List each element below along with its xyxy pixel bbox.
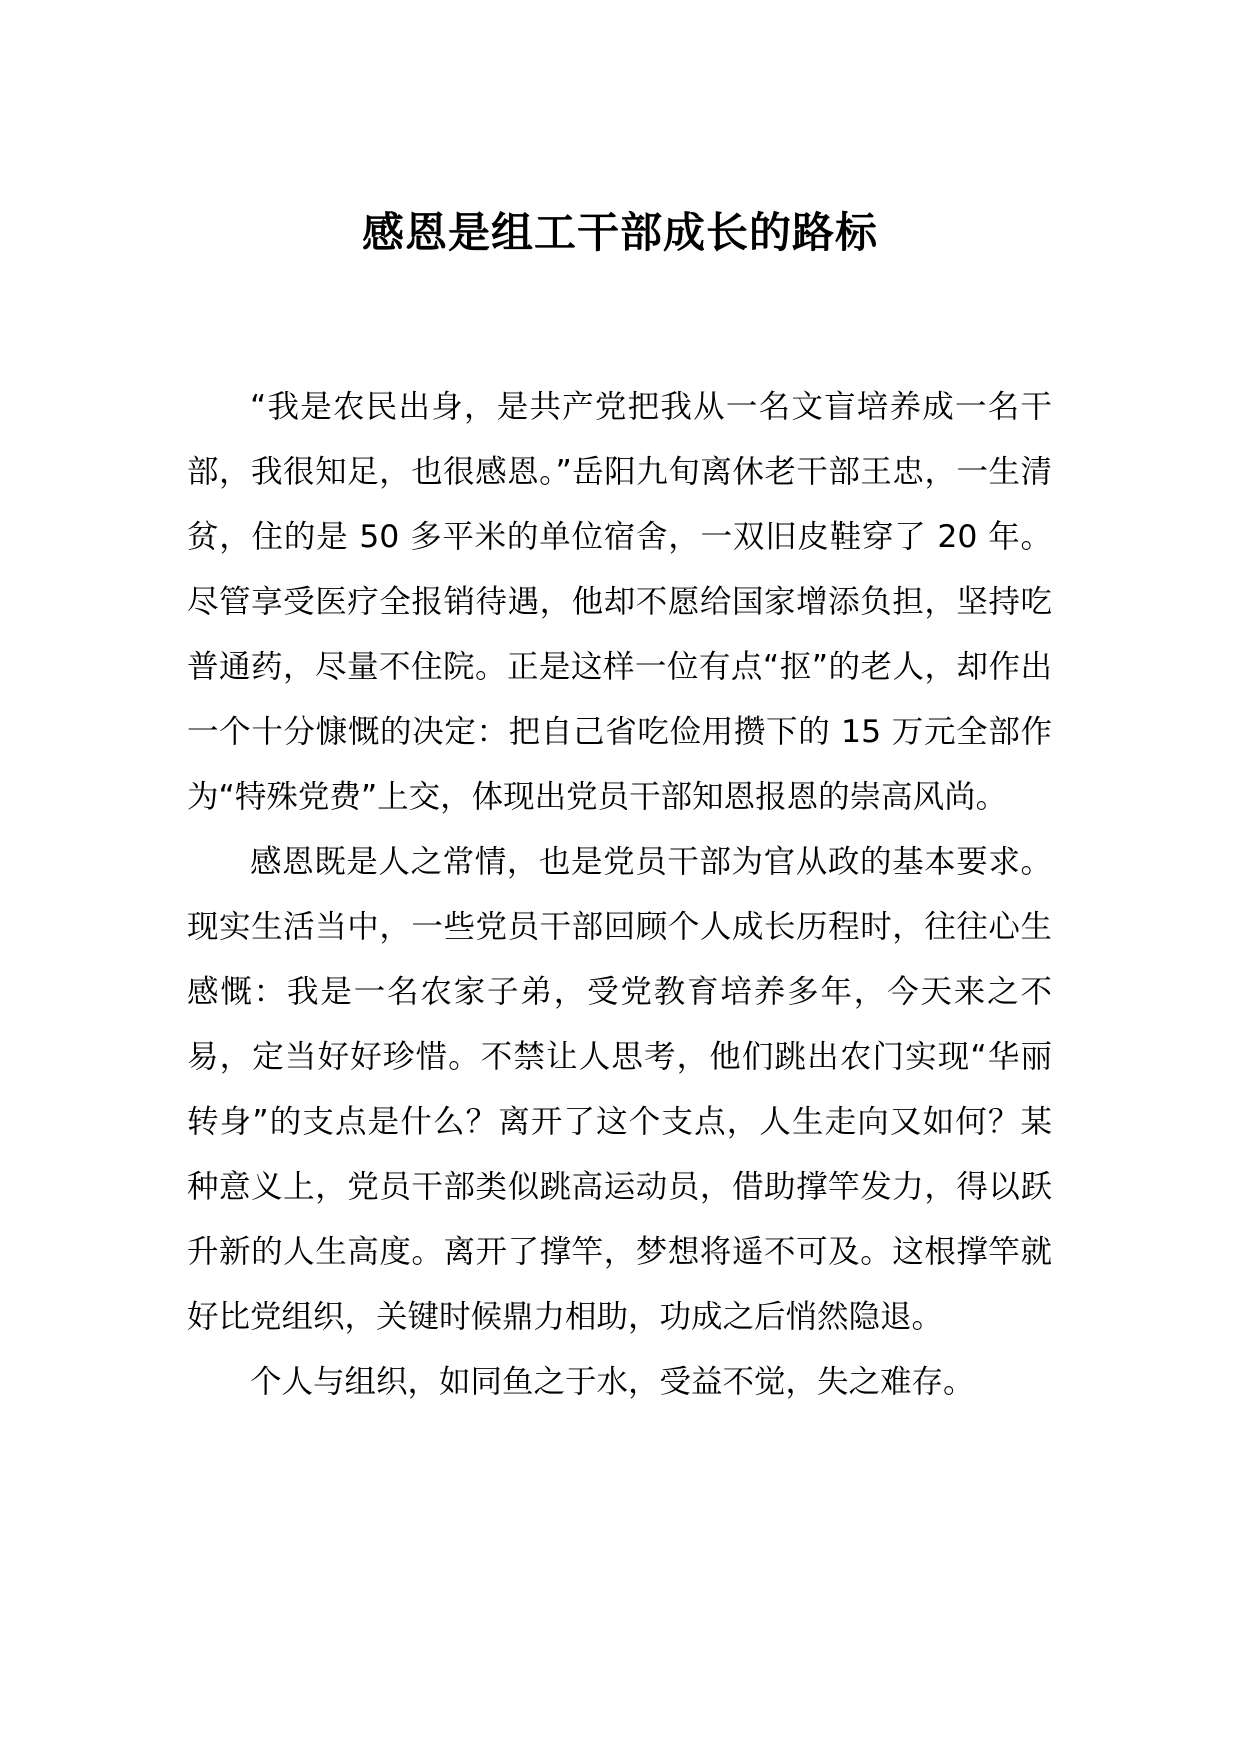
body-paragraph-2: 感恩既是人之常情，也是党员干部为官从政的基本要求。现实生活当中，一些党员干部回顾个人成长历程时，往往心生感慨：我是一名农家子弟，受党教育培养多年，今天来之不易，定当好好珍惜。不禁让人思考，他们跳出农门实现“华丽转身”的支点是什么？离开了这个支点，人生走向又如何？某种意义上，党员干部类似跳高运动员，借助撑竿发力，得以跃升新的人生高度。离开了撑竿，梦想将遥不可及。这根撑竿就好比党组织，关键时候鼎力相助，功成之后悄然隐退。 [187, 844, 1052, 1335]
document-body [187, 375, 1052, 1415]
body-paragraph-3: 个人与组织，如同鱼之于水，受益不觉，失之难存。 [250, 1364, 975, 1400]
document-title: 感恩是组工干部成长的路标 [361, 208, 878, 257]
body-paragraph-1: “我是农民出身，是共产党把我从一名文盲培养成一名干部，我很知足，也很感恩。”岳阳九旬离休老干部王忠，一生清贫，住的是 50 多平米的单位宿舍，一双旧皮鞋穿了 20 年。尽管享受医疗全报销待遇，他却不愿给国家增添负担，坚持吃普通药，尽量不住院。正是这样一位有点“抠”的老人，却作出一个十分慷慨的决定：把自己省吃俭用攒下的 15 万元全部作为“特殊党费”上交，体现出党员干部知恩报恩的崇高风尚。 [187, 389, 1052, 815]
